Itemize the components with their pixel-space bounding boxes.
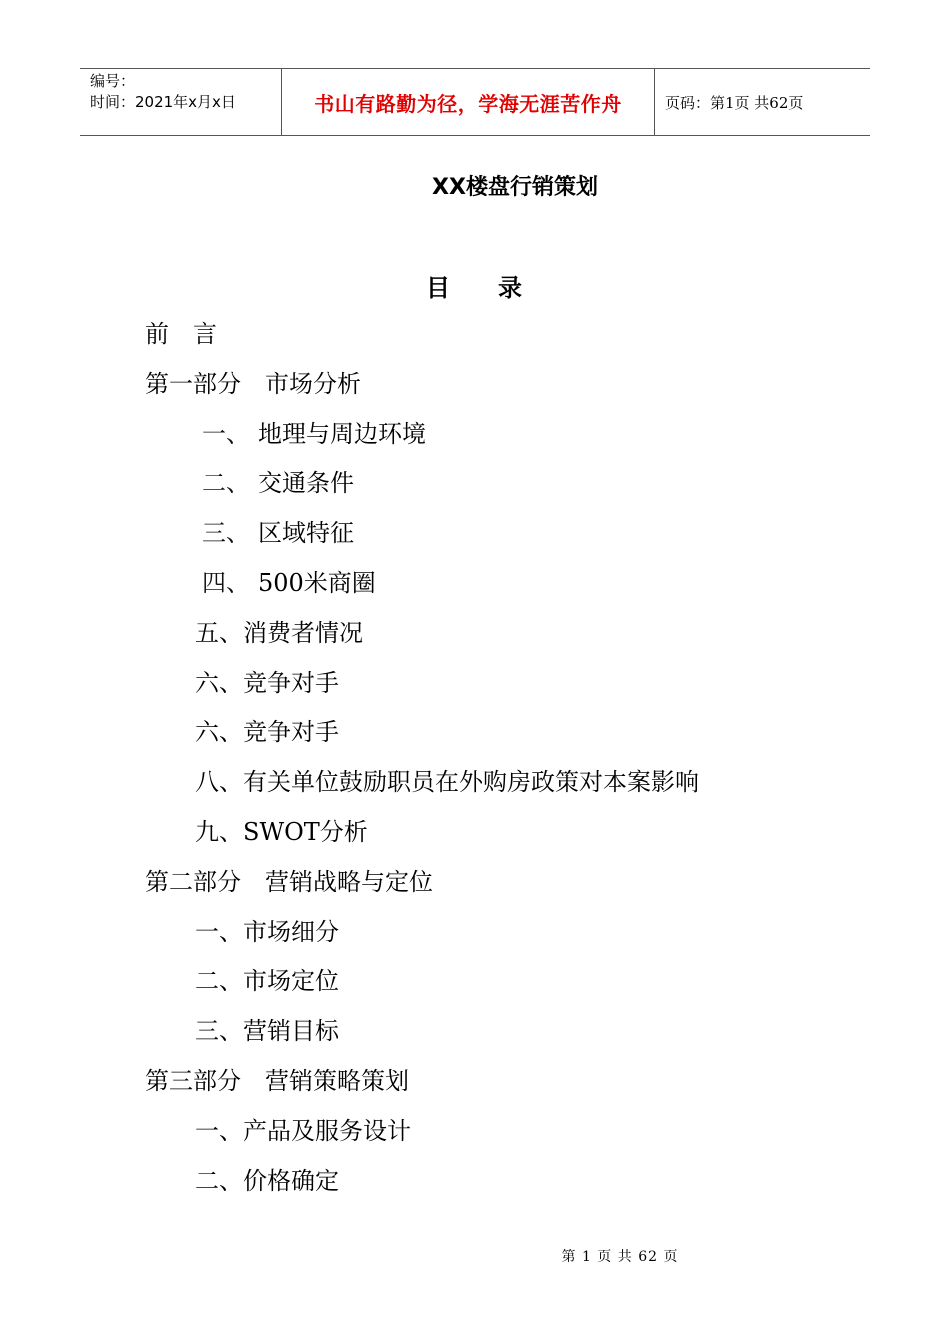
toc-item <box>145 364 361 404</box>
date-label: 时间：2021年x月x日 <box>90 93 236 111</box>
toc-item-text: 一、产品及服务设计 <box>195 1116 411 1145</box>
header-page-info: 页码：第1页 共62页 <box>665 93 804 112</box>
toc-item <box>195 712 339 752</box>
toc-item-text: 二、价格确定 <box>195 1166 339 1195</box>
page-header <box>80 68 870 136</box>
toc-item <box>195 1111 411 1151</box>
toc-item-text: 一、市场细分 <box>195 917 339 946</box>
toc-item-text: 500米商圈 <box>258 569 376 597</box>
header-meta <box>80 69 282 135</box>
toc-item-text: 八、有关单位鼓励职员在外购房政策对本案影响 <box>195 768 699 797</box>
page-footer: 第 1 页 共 62 页 <box>561 1249 679 1265</box>
toc-item <box>195 613 363 653</box>
toc-item <box>195 961 339 1001</box>
toc-item-number: 一、 <box>202 419 250 448</box>
toc-item-number: 四、 <box>202 569 250 597</box>
toc-item <box>145 314 217 354</box>
toc-item-text: 地理与周边环境 <box>258 419 426 448</box>
toc-item <box>145 1061 409 1101</box>
toc-item-number: 三、 <box>202 519 250 548</box>
toc-item-text: 第一部分 市场分析 <box>145 369 361 398</box>
toc-item-text: 五、消费者情况 <box>195 618 363 647</box>
toc-item <box>145 862 433 902</box>
toc-item-text: 区域特征 <box>258 519 354 548</box>
toc-item-text: 第三部分 营销策略策划 <box>145 1067 409 1095</box>
toc-item <box>195 812 368 852</box>
toc-item <box>195 663 339 703</box>
toc-title: 目录 <box>426 273 570 302</box>
document-title: XX楼盘行销策划 <box>432 175 598 200</box>
header-motto: 书山有路勤为径，学海无涯苦作舟 <box>282 69 655 135</box>
toc-item-text: 交通条件 <box>258 469 354 498</box>
number-label: 编号： <box>90 72 136 90</box>
toc-item <box>202 563 376 603</box>
toc-item-number: 二、 <box>202 469 250 498</box>
toc-item-text: 六、竞争对手 <box>195 668 339 697</box>
toc-item-text: 九、SWOT分析 <box>195 818 368 846</box>
toc-item <box>202 463 354 503</box>
toc-item-text: 二、市场定位 <box>195 967 339 996</box>
toc-item <box>195 762 699 802</box>
toc-item <box>195 1161 339 1201</box>
toc-item-text: 前 言 <box>145 320 217 348</box>
toc-item <box>195 912 339 952</box>
toc-item-text: 第二部分 营销战略与定位 <box>145 867 433 896</box>
toc-item-text: 三、营销目标 <box>195 1017 339 1046</box>
toc-item <box>195 1011 339 1051</box>
toc-item-text: 六、竞争对手 <box>195 718 339 747</box>
toc-item <box>202 513 354 553</box>
toc-item <box>202 414 426 454</box>
